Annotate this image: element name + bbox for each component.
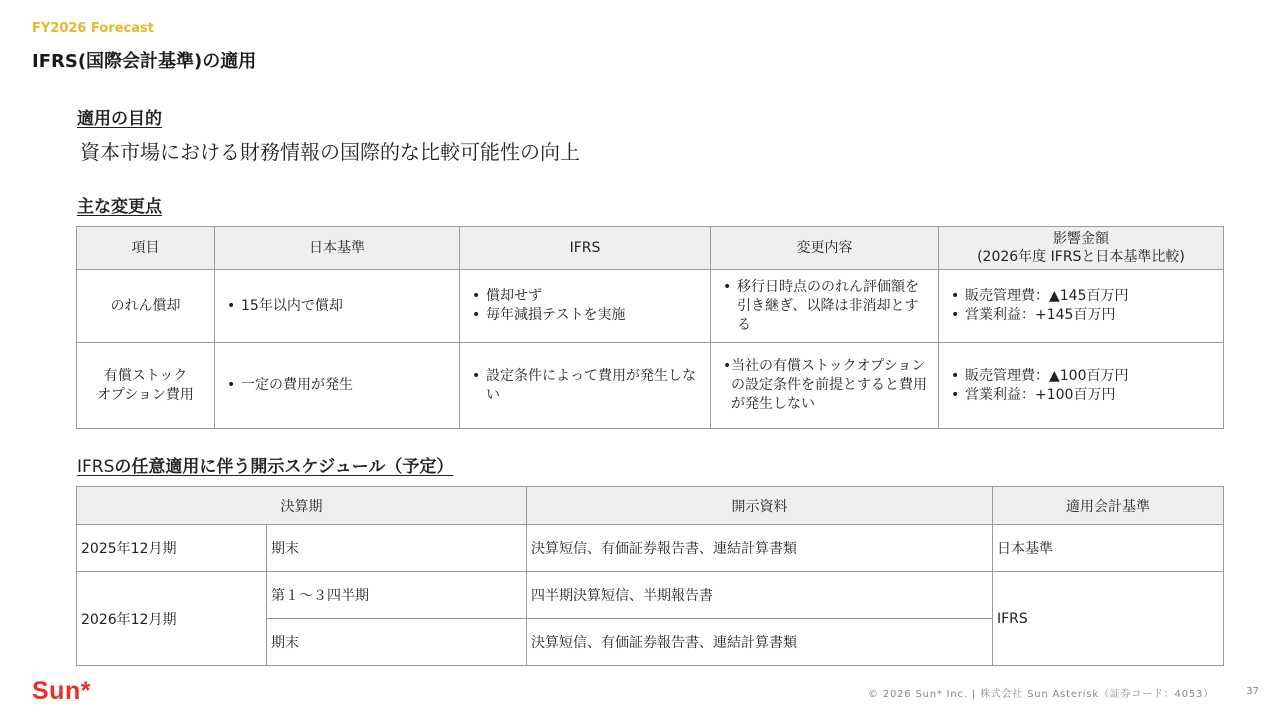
page-number: 37 [1246,686,1259,697]
row-ifrs [460,343,711,429]
col-impact-line1: 影響金額 [1053,231,1109,247]
list-item: • 毎年減損テストを実施 [472,306,702,325]
col-standard: 適用会計基準 [993,487,1224,525]
col-impact-line2: (2026年度 IFRSと日本基準比較) [977,249,1185,265]
page-title: IFRS(国際会計基準)の適用 [32,51,257,72]
col-change: 変更内容 [711,227,939,270]
schedule-header-row [77,487,1224,525]
table-row [77,270,1224,343]
row-jgaap [215,270,460,343]
purpose-heading: 適用の目的 [77,109,162,129]
cell-standard: 日本基準 [993,525,1224,572]
cell-standard: IFRS [993,572,1224,666]
purpose-text: 資本市場における財務情報の国際的な比較可能性の向上 [80,140,580,164]
schedule-heading-rest: の任意適用に伴う開示スケジュール（予定） [114,457,454,477]
changes-header-row [77,227,1224,270]
cell-term: 期末 [267,619,527,666]
changes-heading: 主な変更点 [77,197,162,217]
schedule-heading [77,452,453,477]
list-item: • 営業利益：+145百万円 [951,306,1215,325]
row-change [711,270,939,343]
list-item: • 15年以内で償却 [227,297,451,316]
row-item [77,343,215,429]
row-item-label-line2: オプション費用 [97,386,194,403]
list-item: • 販売管理費：▲100百万円 [951,367,1215,386]
footer-copyright: © 2026 Sun* Inc. | 株式会社 Sun Asterisk（証券コード：4053） [868,689,1214,700]
cell-materials: 四半期決算短信、半期報告書 [527,572,993,619]
list-item: • 一定の費用が発生 [227,376,451,395]
cell-materials: 決算短信、有価証券報告書、連結計算書類 [527,619,993,666]
row-item-label: 有償ストック [103,367,188,384]
list-item: • 移行日時点ののれん評価額を引き継ぎ、以降は非消却とする [723,278,930,335]
cell-materials: 決算短信、有価証券報告書、連結計算書類 [527,525,993,572]
col-impact [939,227,1224,270]
table-row [77,525,1224,572]
table-row [77,572,1224,619]
list-item: • 営業利益：+100百万円 [951,386,1215,405]
col-jgaap: 日本基準 [215,227,460,270]
row-ifrs [460,270,711,343]
schedule-heading-prefix: IFRS [77,457,115,477]
list-item: • 償却せず [472,287,702,306]
row-impact [939,343,1224,429]
row-item [77,270,215,343]
cell-fy: 2026年12月期 [77,572,267,666]
row-change [711,343,939,429]
list-item: • 販売管理費：▲145百万円 [951,287,1215,306]
row-impact [939,270,1224,343]
col-period: 決算期 [77,487,527,525]
row-item-label: のれん償却 [110,297,181,314]
cell-term: 期末 [267,525,527,572]
changes-table [76,226,1224,429]
section-eyebrow: FY2026 Forecast [32,21,154,36]
cell-fy: 2025年12月期 [77,525,267,572]
sun-asterisk-logo: Sun* [32,677,91,705]
col-ifrs: IFRS [460,227,711,270]
cell-term: 第１～３四半期 [267,572,527,619]
col-materials: 開示資料 [527,487,993,525]
row-jgaap [215,343,460,429]
list-item: • 当社の有償ストックオプションの設定条件を前提とすると費用が発生しない [723,357,930,414]
col-item: 項目 [77,227,215,270]
table-row [77,343,1224,429]
schedule-table [76,486,1224,666]
list-item: • 設定条件によって費用が発生しない [472,367,702,405]
